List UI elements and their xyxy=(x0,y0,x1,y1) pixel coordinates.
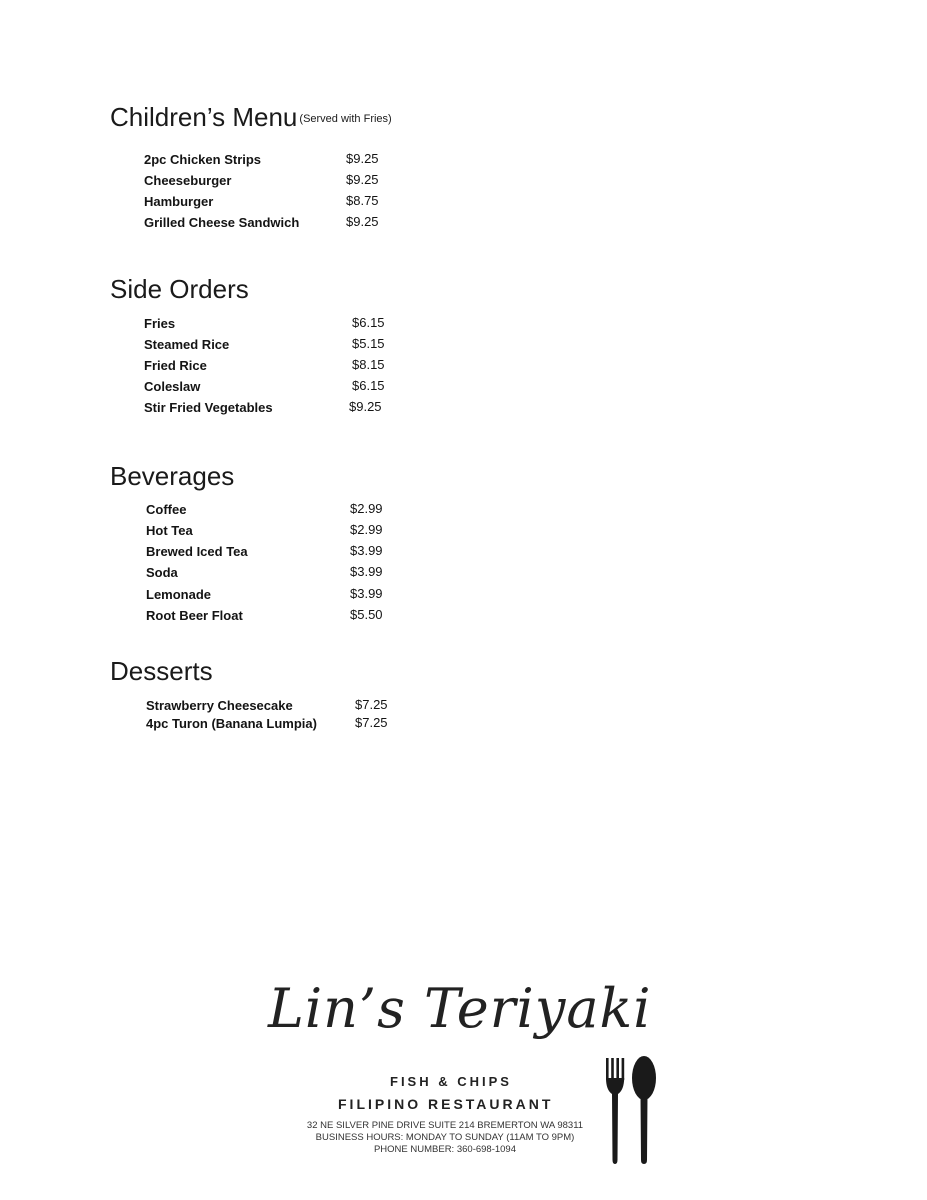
item-name: Hot Tea xyxy=(146,523,193,538)
section-title-desserts: Desserts xyxy=(110,656,213,686)
item-price: $3.99 xyxy=(350,564,383,579)
section-title-childrens-menu xyxy=(110,102,392,132)
item-name: Brewed Iced Tea xyxy=(146,544,248,559)
restaurant-logo xyxy=(250,970,690,1170)
item-price: $5.15 xyxy=(352,336,385,351)
item-price: $6.15 xyxy=(352,315,385,330)
item-name: 2pc Chicken Strips xyxy=(144,152,262,167)
item-name: 4pc Turon (Banana Lumpia) xyxy=(146,716,317,731)
item-name: Strawberry Cheesecake xyxy=(146,698,293,713)
hours-text: BUSINESS HOURS: MONDAY TO SUNDAY (11AM TO 9PM) xyxy=(315,1132,575,1143)
item-price: $2.99 xyxy=(350,501,383,516)
item-name: Coleslaw xyxy=(144,379,201,394)
tagline-filipino-restaurant: FILIPINO RESTAURANT xyxy=(338,1096,554,1112)
item-price: $3.99 xyxy=(350,586,383,601)
item-name: Fried Rice xyxy=(144,358,207,373)
section-title-beverages: Beverages xyxy=(110,461,235,491)
item-price: $3.99 xyxy=(350,543,383,558)
contact-info xyxy=(280,1120,610,1156)
item-price: $9.25 xyxy=(346,151,379,166)
item-name: Fries xyxy=(144,316,176,331)
item-price: $9.25 xyxy=(346,172,379,187)
item-price: $9.25 xyxy=(349,399,382,414)
section-title-side-orders: Side Orders xyxy=(110,274,249,304)
item-price: $8.15 xyxy=(352,357,385,372)
item-name: Stir Fried Vegetables xyxy=(144,400,273,415)
item-name: Hamburger xyxy=(144,194,214,209)
item-price: $2.99 xyxy=(350,522,383,537)
item-name: Soda xyxy=(146,565,178,580)
logo-script-text: Lin’s Teriyaki xyxy=(268,977,652,1040)
item-price: $7.25 xyxy=(355,697,388,712)
fork-and-spoon-icon xyxy=(602,1056,658,1168)
section-title-text: Children’s Menu xyxy=(110,102,298,132)
tagline-fish-chips: FISH & CHIPS xyxy=(390,1074,512,1089)
section-note: (Served with Fries) xyxy=(299,113,392,125)
item-name: Steamed Rice xyxy=(144,337,230,352)
item-name: Cheeseburger xyxy=(144,173,232,188)
item-price: $7.25 xyxy=(355,715,388,730)
item-price: $5.50 xyxy=(350,607,383,622)
item-price: $9.25 xyxy=(346,214,379,229)
item-price: $8.75 xyxy=(346,193,379,208)
item-name: Grilled Cheese Sandwich xyxy=(144,215,300,230)
item-name: Coffee xyxy=(146,502,187,517)
item-name: Root Beer Float xyxy=(146,608,243,623)
phone-text: PHONE NUMBER: 360-698-1094 xyxy=(373,1144,517,1155)
item-price: $6.15 xyxy=(352,378,385,393)
address-text: 32 NE SILVER PINE DRIVE SUITE 214 BREMERTON WA 98311 xyxy=(306,1120,584,1131)
item-name: Lemonade xyxy=(146,587,212,602)
